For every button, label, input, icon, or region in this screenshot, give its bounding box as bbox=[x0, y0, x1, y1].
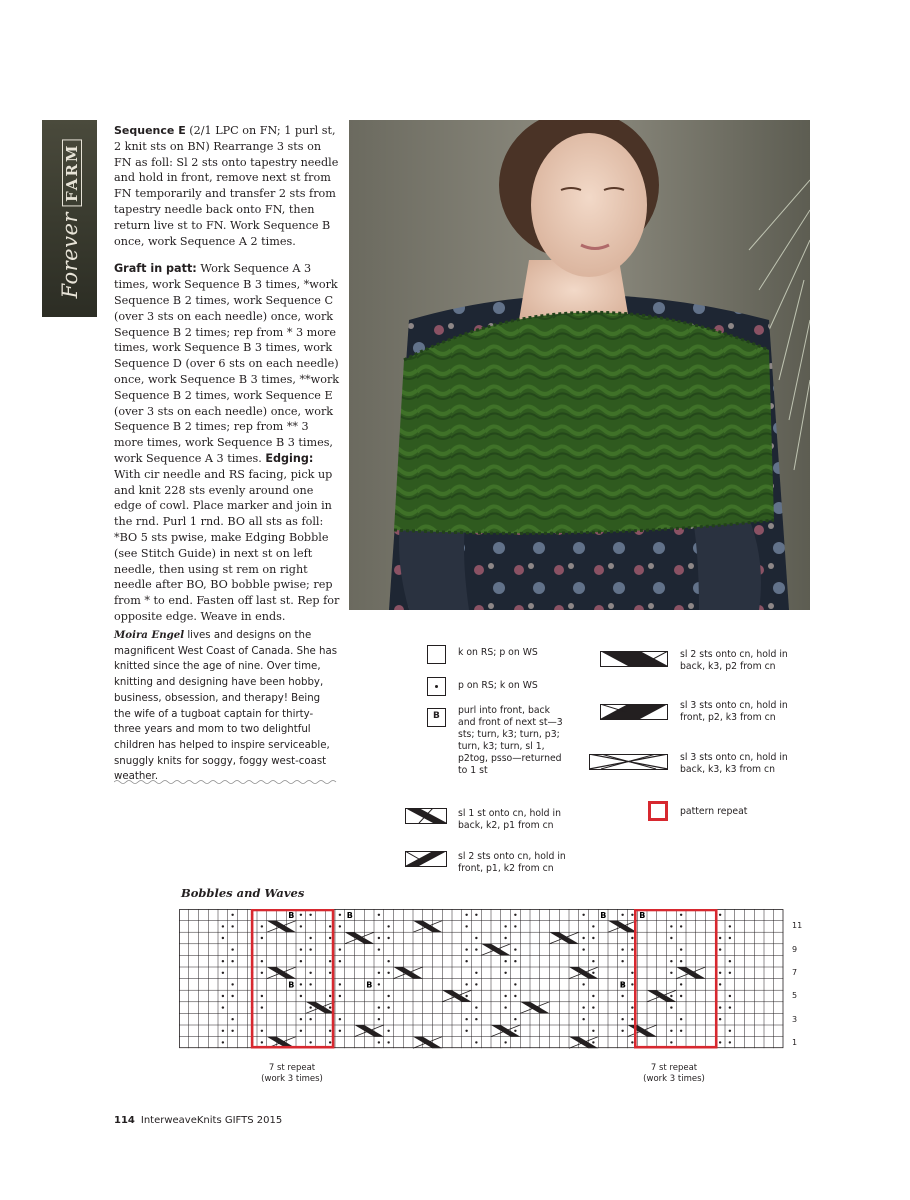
purl-dot bbox=[222, 972, 224, 974]
purl-dot bbox=[514, 914, 516, 916]
designer-name: Moira Engel bbox=[114, 629, 185, 641]
chart-title: Bobbles and Waves bbox=[181, 886, 305, 900]
purl-dot bbox=[387, 1006, 389, 1008]
purl-dot bbox=[631, 914, 633, 916]
purl-dot bbox=[329, 1006, 331, 1008]
purl-dot bbox=[475, 972, 477, 974]
purl-dot bbox=[621, 948, 623, 950]
purl-dot bbox=[592, 995, 594, 997]
lpc-symbol-icon bbox=[405, 851, 447, 867]
purl-dot bbox=[514, 925, 516, 927]
purl-dot bbox=[300, 960, 302, 962]
purl-dot bbox=[670, 1030, 672, 1032]
purl-dot bbox=[719, 914, 721, 916]
bobble-mark: B bbox=[366, 980, 373, 990]
purl-dot bbox=[631, 948, 633, 950]
purl-dot bbox=[475, 1006, 477, 1008]
purl-dot bbox=[504, 995, 506, 997]
purl-dot bbox=[261, 960, 263, 962]
purl-dot bbox=[465, 1018, 467, 1020]
purl-dot bbox=[465, 914, 467, 916]
legend-lpc-label: sl 2 sts onto cn, hold in front, p1, k2 from cn bbox=[458, 851, 566, 874]
c2b-symbol-icon bbox=[600, 651, 668, 667]
purl-dot bbox=[621, 960, 623, 962]
purl-dot bbox=[475, 1018, 477, 1020]
purl-dot bbox=[329, 1041, 331, 1043]
purl-dot bbox=[309, 972, 311, 974]
purl-dot bbox=[621, 995, 623, 997]
bobble-mark: B bbox=[600, 911, 607, 920]
purl-dot bbox=[631, 1041, 633, 1043]
purl-dot bbox=[592, 937, 594, 939]
row-number: 7 bbox=[792, 968, 798, 977]
purl-dot bbox=[309, 1006, 311, 1008]
purl-dot bbox=[309, 937, 311, 939]
purl-dot bbox=[261, 1030, 263, 1032]
bio-text: lives and designs on the magnificent West Coast of Canada. She has knitted since the age of nine. Over time, knitting and designing have been hobby, business, obsession, and therapy! Being the wife of a tugboat captain for thirty-three years and mom to two delightful children has helped to inspire serviceable, snuggly knits for soggy, foggy west-coast weather. bbox=[114, 630, 338, 783]
purl-dot bbox=[300, 995, 302, 997]
purl-dot bbox=[719, 972, 721, 974]
purl-dot bbox=[378, 972, 380, 974]
purl-dot bbox=[222, 1030, 224, 1032]
purl-dot bbox=[329, 937, 331, 939]
bobble-mark: B bbox=[346, 911, 353, 920]
purl-dot bbox=[729, 972, 731, 974]
purl-dot bbox=[231, 925, 233, 927]
purl-dot bbox=[329, 960, 331, 962]
legend-rpc-label: sl 1 st onto cn, hold in back, k2, p1 from cn bbox=[458, 808, 561, 831]
edging-text: With cir needle and RS facing, pick up and knit 228 sts evenly around one edge of cowl. Place marker and join in the rnd. Purl 1 rnd. BO all sts as foll: *BO 5 sts pwise, make Edging Bobble (see Stitch Guide) in next st on left needle, then using st rem on right needle after BO, BO bobble pwise; rep from * to end. Fasten off last st. Rep for opposite edge. Weave in ends. bbox=[114, 467, 340, 623]
sequence-e-paragraph bbox=[114, 123, 340, 249]
publication-name: InterweaveKnits GIFTS 2015 bbox=[140, 1115, 283, 1126]
bobble-mark: B bbox=[288, 980, 295, 990]
purl-dot bbox=[582, 983, 584, 985]
purl-dot bbox=[582, 1018, 584, 1020]
purl-dot bbox=[631, 1006, 633, 1008]
purl-dot bbox=[592, 925, 594, 927]
legend-c3f-label: sl 3 sts onto cn, hold in front, p2, k3 from cn bbox=[680, 700, 788, 723]
purl-dot bbox=[592, 960, 594, 962]
purl-dot bbox=[465, 1030, 467, 1032]
purl-dot bbox=[309, 1041, 311, 1043]
purl-dot bbox=[729, 1041, 731, 1043]
c3b-symbol-icon bbox=[589, 754, 668, 770]
purl-dot bbox=[300, 983, 302, 985]
purl-dot bbox=[670, 972, 672, 974]
purl-dot bbox=[631, 937, 633, 939]
legend-repeat-label: pattern repeat bbox=[680, 806, 748, 817]
purl-dot bbox=[514, 960, 516, 962]
model-photo bbox=[349, 120, 810, 610]
forever-farm-banner bbox=[42, 120, 97, 317]
purl-dot bbox=[231, 960, 233, 962]
purl-dot bbox=[261, 1041, 263, 1043]
purl-dot bbox=[514, 995, 516, 997]
purl-dot bbox=[621, 1018, 623, 1020]
purl-dot bbox=[387, 1030, 389, 1032]
purl-dot bbox=[475, 937, 477, 939]
purl-dot bbox=[339, 914, 341, 916]
purl-dot bbox=[680, 948, 682, 950]
purl-dot bbox=[387, 960, 389, 962]
page-number: 114 bbox=[114, 1115, 135, 1126]
bobble-symbol-letter: B bbox=[433, 711, 440, 721]
purl-dot bbox=[670, 1041, 672, 1043]
purl-dot bbox=[309, 1018, 311, 1020]
purl-symbol-icon bbox=[427, 677, 446, 696]
purl-dot bbox=[729, 1030, 731, 1032]
purl-dot bbox=[339, 1018, 341, 1020]
row-number: 11 bbox=[792, 921, 803, 930]
purl-dot bbox=[222, 937, 224, 939]
purl-dot bbox=[670, 937, 672, 939]
purl-dot bbox=[592, 1030, 594, 1032]
purl-dot bbox=[504, 972, 506, 974]
purl-dot bbox=[504, 960, 506, 962]
purl-dot bbox=[387, 972, 389, 974]
purl-dot bbox=[339, 983, 341, 985]
purl-dot bbox=[621, 1030, 623, 1032]
purl-dot bbox=[670, 995, 672, 997]
repeat-sub-2: (work 3 times) bbox=[643, 1074, 705, 1084]
purl-dot bbox=[631, 983, 633, 985]
banner-script-text: Forever bbox=[57, 211, 82, 298]
purl-dot bbox=[504, 925, 506, 927]
purl-dot bbox=[222, 960, 224, 962]
repeat-label-1: 7 st repeat bbox=[268, 1063, 316, 1073]
purl-dot bbox=[300, 925, 302, 927]
purl-dot bbox=[719, 937, 721, 939]
purl-dot bbox=[680, 914, 682, 916]
pattern-repeat-icon bbox=[648, 801, 668, 821]
purl-dot bbox=[378, 1041, 380, 1043]
purl-dot bbox=[719, 948, 721, 950]
purl-dot bbox=[261, 995, 263, 997]
purl-dot bbox=[504, 1041, 506, 1043]
designer-bio bbox=[114, 628, 340, 785]
knit-symbol-icon bbox=[427, 645, 446, 664]
purl-dot bbox=[475, 983, 477, 985]
purl-dot bbox=[329, 1030, 331, 1032]
purl-dot bbox=[680, 925, 682, 927]
purl-dot bbox=[231, 948, 233, 950]
purl-dot bbox=[582, 914, 584, 916]
purl-dot bbox=[670, 960, 672, 962]
purl-dot bbox=[231, 914, 233, 916]
purl-dot bbox=[631, 1018, 633, 1020]
purl-dot bbox=[387, 937, 389, 939]
row-number: 9 bbox=[792, 945, 798, 954]
purl-dot bbox=[514, 983, 516, 985]
purl-dot bbox=[582, 937, 584, 939]
legend-bobble-label: purl into front, back and front of next st—3 sts; turn, k3; turn, p3; turn, k3; turn, sl 1, p2tog, psso—returned to 1 st bbox=[458, 705, 563, 776]
purl-dot bbox=[514, 1030, 516, 1032]
purl-dot bbox=[592, 1041, 594, 1043]
repeat-caption-2 bbox=[624, 1063, 724, 1085]
purl-dot bbox=[719, 1041, 721, 1043]
purl-dot bbox=[261, 1006, 263, 1008]
purl-dot bbox=[680, 983, 682, 985]
purl-dot bbox=[592, 1006, 594, 1008]
purl-dot bbox=[475, 1041, 477, 1043]
purl-dot bbox=[261, 972, 263, 974]
purl-dot bbox=[582, 948, 584, 950]
purl-dot bbox=[309, 914, 311, 916]
purl-dot bbox=[670, 1006, 672, 1008]
purl-dot bbox=[729, 937, 731, 939]
purl-dot bbox=[309, 948, 311, 950]
purl-dot bbox=[680, 1018, 682, 1020]
purl-dot bbox=[339, 948, 341, 950]
purl-dot bbox=[339, 995, 341, 997]
purl-dot bbox=[680, 1030, 682, 1032]
graft-heading: Graft in patt: bbox=[114, 262, 197, 276]
purl-dot bbox=[465, 983, 467, 985]
purl-dot bbox=[378, 914, 380, 916]
purl-dot bbox=[465, 995, 467, 997]
purl-dot bbox=[631, 972, 633, 974]
purl-dot bbox=[465, 960, 467, 962]
purl-dot bbox=[729, 925, 731, 927]
purl-dot bbox=[729, 995, 731, 997]
legend-purl-label: p on RS; k on WS bbox=[458, 680, 538, 691]
bobble-symbol-icon bbox=[427, 708, 446, 727]
purl-dot bbox=[222, 925, 224, 927]
purl-dot bbox=[300, 1030, 302, 1032]
purl-dot bbox=[592, 972, 594, 974]
purl-dot bbox=[729, 960, 731, 962]
purl-dot bbox=[719, 1006, 721, 1008]
purl-dot bbox=[680, 960, 682, 962]
purl-dot bbox=[514, 948, 516, 950]
purl-dot bbox=[378, 1006, 380, 1008]
purl-dot bbox=[300, 948, 302, 950]
rpc-symbol-icon bbox=[405, 808, 447, 824]
purl-dot bbox=[387, 1041, 389, 1043]
repeat-label-2: 7 st repeat bbox=[650, 1063, 698, 1073]
purl-dot bbox=[329, 972, 331, 974]
purl-dot bbox=[670, 925, 672, 927]
purl-dot bbox=[300, 914, 302, 916]
purl-dot bbox=[378, 937, 380, 939]
bobble-mark: B bbox=[288, 911, 295, 920]
instructions-text bbox=[114, 123, 340, 637]
purl-dot bbox=[231, 1030, 233, 1032]
purl-dot bbox=[339, 925, 341, 927]
wavy-divider bbox=[114, 777, 338, 787]
purl-dot bbox=[339, 960, 341, 962]
purl-dot bbox=[475, 914, 477, 916]
purl-dot bbox=[378, 948, 380, 950]
purl-dot bbox=[222, 1041, 224, 1043]
purl-dot bbox=[387, 995, 389, 997]
purl-dot bbox=[329, 995, 331, 997]
row-number: 5 bbox=[792, 991, 798, 1000]
purl-dot bbox=[504, 937, 506, 939]
purl-dot bbox=[261, 937, 263, 939]
purl-dot bbox=[222, 1006, 224, 1008]
legend-knit-label: k on RS; p on WS bbox=[458, 647, 538, 658]
c3f-symbol-icon bbox=[600, 704, 668, 720]
purl-dot bbox=[231, 995, 233, 997]
graft-text: Work Sequence A 3 times, work Sequence B 3 times, *work Sequence B 2 times, work Sequence C (over 3 sts on each needle) once, work Sequence B 2 times; rep from * 3 more times, work Sequence B 3 times, work Sequence D (over 6 sts on each needle) once, work Sequence B 3 times, **work Sequence B 2 times, work Sequence E (over 3 sts on each needle) once, work Sequence B 2 times; rep from ** 3 more times, work Sequence B 3 times, work Sequence A 3 times. bbox=[114, 262, 340, 465]
repeat-caption-1 bbox=[242, 1063, 342, 1085]
repeat-sub-1: (work 3 times) bbox=[261, 1074, 323, 1084]
purl-dot bbox=[329, 925, 331, 927]
purl-dot bbox=[582, 1006, 584, 1008]
row-number: 3 bbox=[792, 1015, 798, 1024]
purl-dot bbox=[387, 925, 389, 927]
bobble-mark: B bbox=[639, 911, 646, 920]
purl-dot bbox=[719, 983, 721, 985]
purl-dot bbox=[621, 914, 623, 916]
purl-dot bbox=[231, 983, 233, 985]
purl-dot bbox=[231, 1018, 233, 1020]
purl-dot bbox=[339, 1030, 341, 1032]
legend-c2b-label: sl 2 sts onto cn, hold in back, k3, p2 from cn bbox=[680, 649, 788, 672]
purl-dot bbox=[729, 1006, 731, 1008]
purl-dot bbox=[309, 983, 311, 985]
purl-dot bbox=[300, 1018, 302, 1020]
purl-dot bbox=[465, 948, 467, 950]
knitting-chart bbox=[179, 909, 785, 1051]
banner-block-text: FARM bbox=[62, 139, 82, 205]
purl-dot bbox=[680, 995, 682, 997]
row-number: 1 bbox=[792, 1038, 798, 1047]
purl-dot bbox=[514, 1018, 516, 1020]
graft-paragraph bbox=[114, 261, 340, 624]
purl-dot bbox=[378, 1018, 380, 1020]
purl-dot bbox=[719, 1018, 721, 1020]
bobble-mark: B bbox=[619, 980, 626, 990]
legend-c3b-label: sl 3 sts onto cn, hold in back, k3, k3 from cn bbox=[680, 752, 788, 775]
page-footer bbox=[114, 1115, 282, 1126]
purl-dot bbox=[222, 995, 224, 997]
purl-dot bbox=[504, 1006, 506, 1008]
purl-dot bbox=[465, 925, 467, 927]
purl-dot bbox=[475, 948, 477, 950]
purl-dot bbox=[378, 983, 380, 985]
sequence-e-text: (2/1 LPC on FN; 1 purl st, 2 knit sts on BN) Rearrange 3 sts on FN as foll: Sl 2 sts onto tapestry needle and hold in front, remove next st from FN temporarily and transfer 2 sts from tapestry needle back onto FN, then return live st to FN. Work Sequence B once, work Sequence A 2 times. bbox=[114, 124, 339, 248]
purl-dot bbox=[261, 925, 263, 927]
sequence-e-heading: Sequence E bbox=[114, 124, 186, 137]
edging-heading: Edging: bbox=[265, 451, 314, 465]
